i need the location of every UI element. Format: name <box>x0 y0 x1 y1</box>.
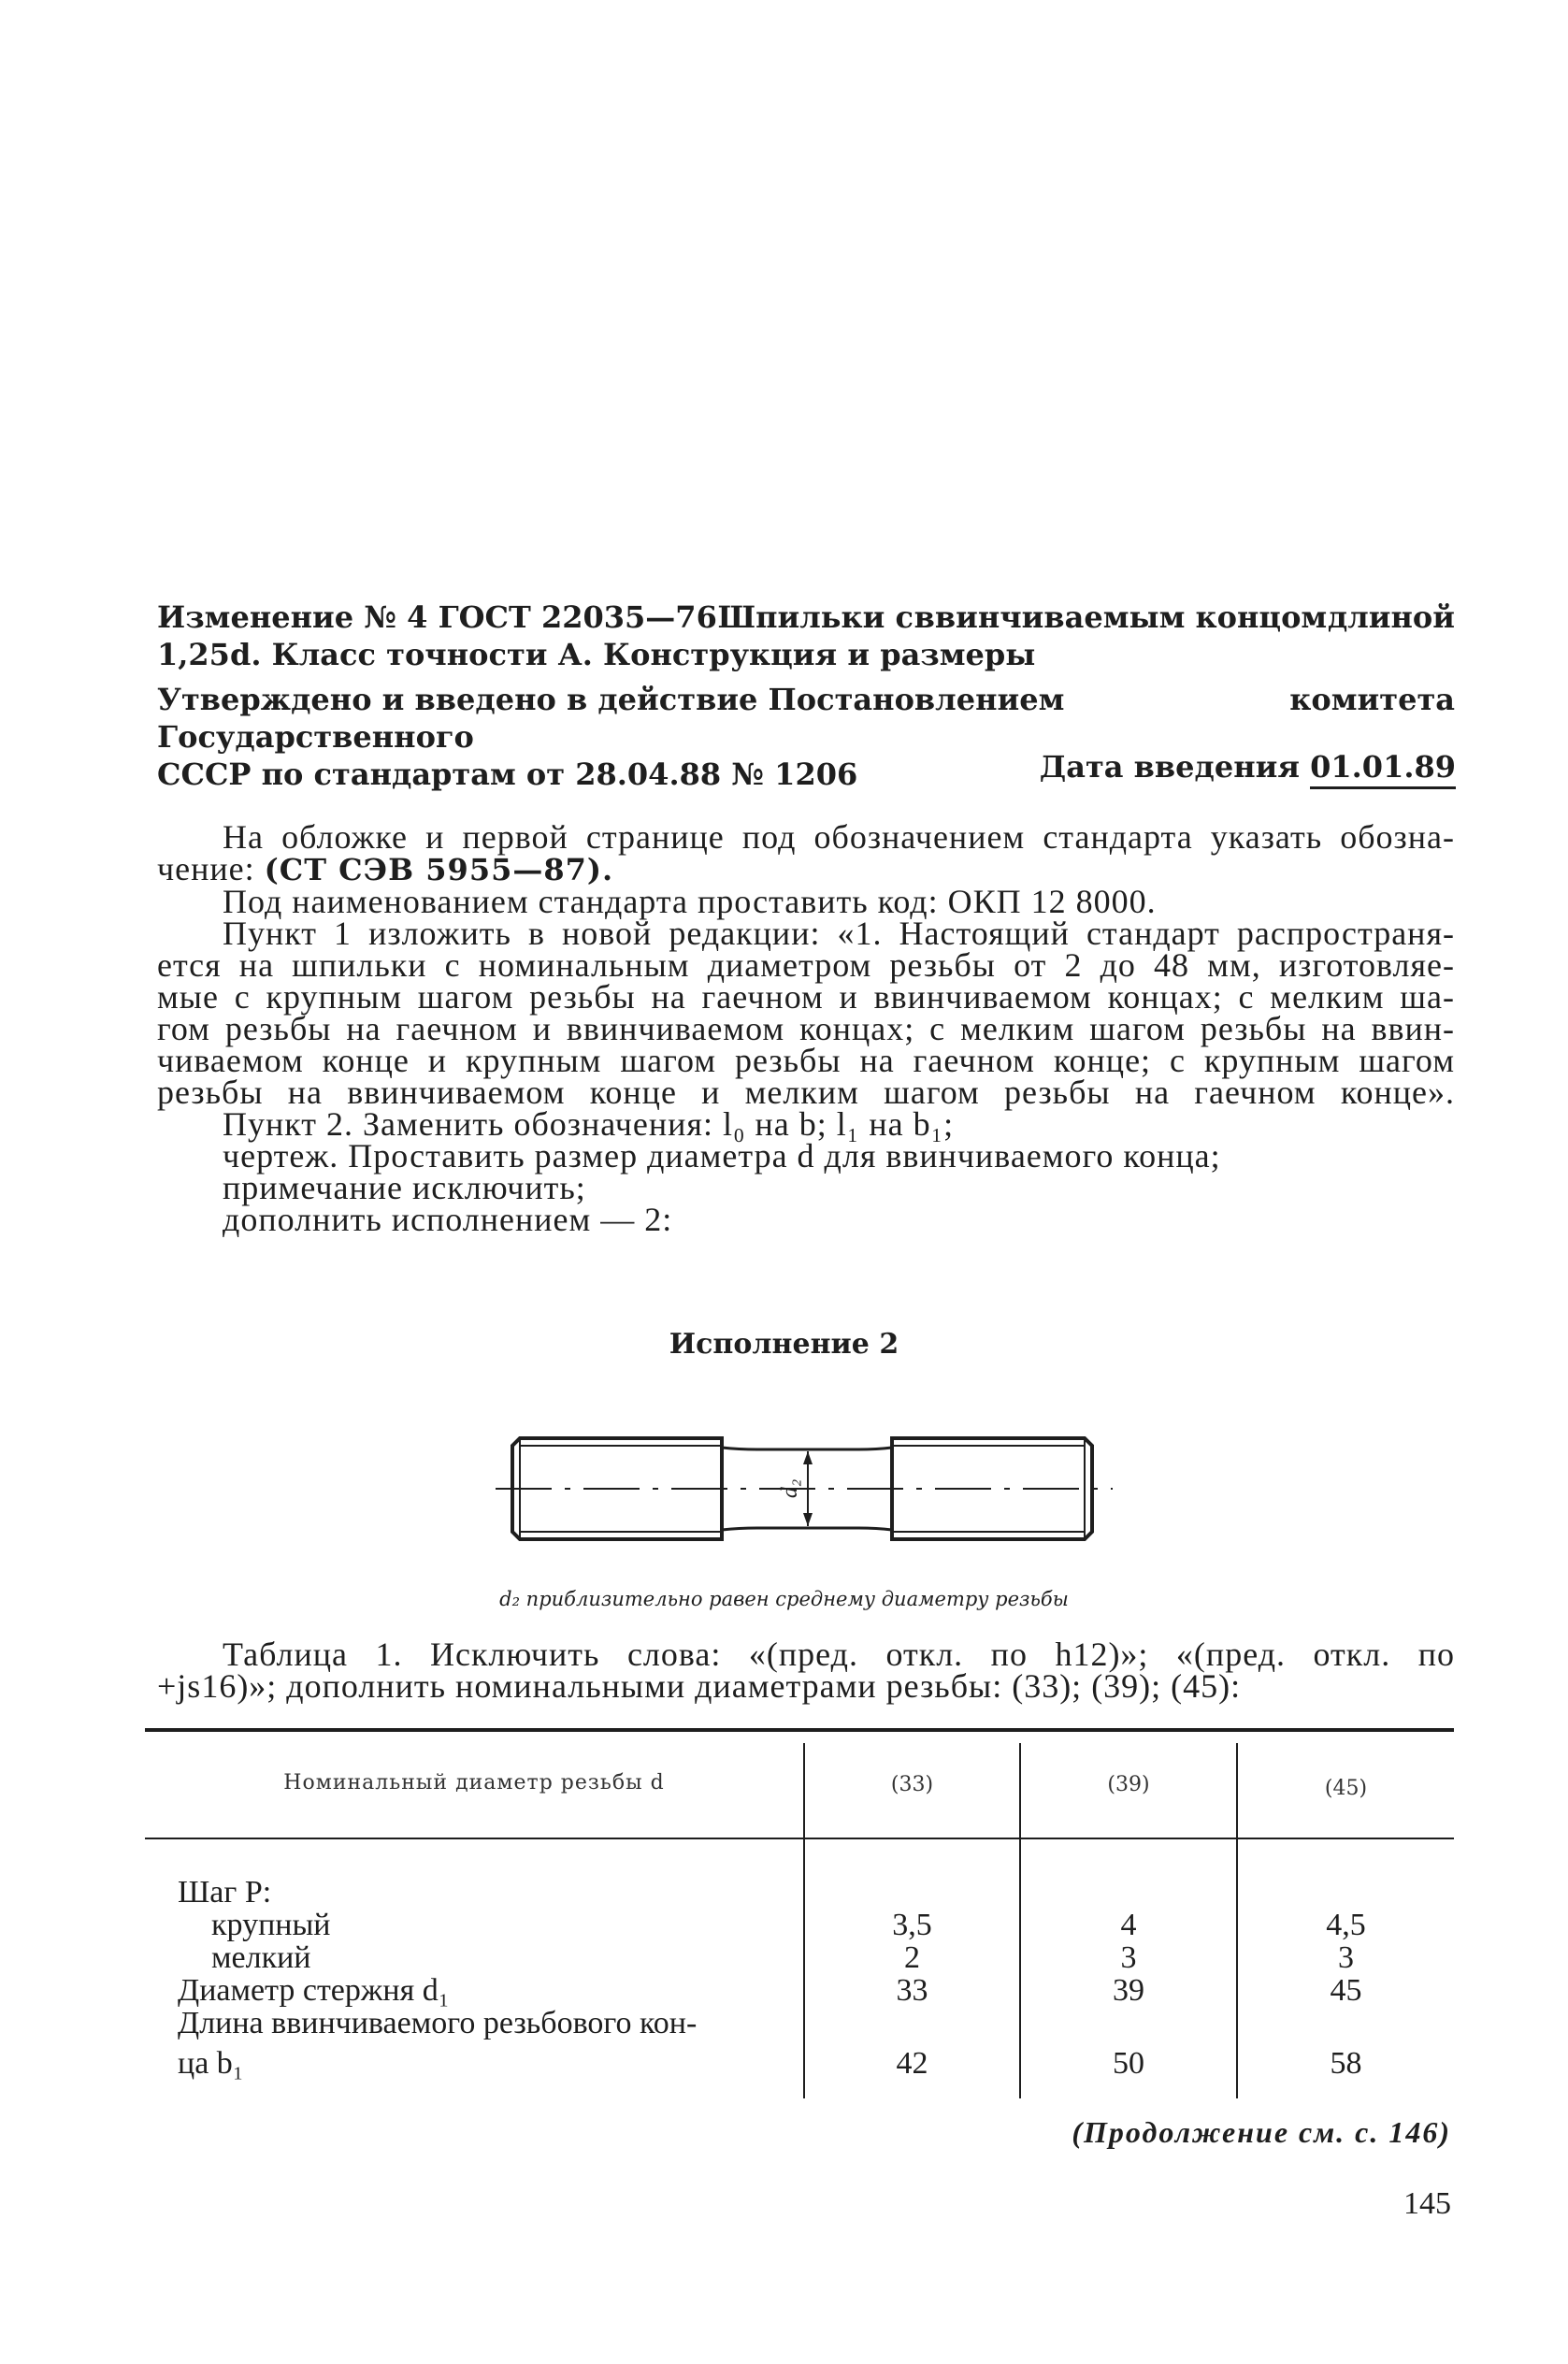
cell-value: 45 <box>1330 1973 1362 2008</box>
approval-line-2: СССР по стандартам от 28.04.88 № 1206 <box>157 757 858 792</box>
para-cover-line2 <box>157 850 1455 887</box>
cell-value: 4 <box>1120 1908 1137 1942</box>
row-label-length-line1: Длина ввинчиваемого резьбового кон- <box>178 2006 698 2040</box>
figure-caption: d₂ приблизительно равен среднему диаметру резьбы <box>499 1588 1069 1610</box>
para-cover-line1: На обложке и первой странице под обозначением стандарта указать обозна- <box>223 818 1455 856</box>
cell-value: 3 <box>1338 1940 1354 1975</box>
para-drawing: чертеж. Проставить размер диаметра d для ввинчиваемого конца; <box>223 1137 1221 1175</box>
date-label: Дата введения <box>1039 749 1300 785</box>
column-values-45 <box>1238 1876 1454 2080</box>
column-header-33: (33) <box>890 1773 934 1796</box>
cell-value <box>805 1876 1019 1909</box>
approval-part-2: комитета <box>1289 682 1455 717</box>
table-intro-line1: Таблица 1. Исключить слова: «(пред. откл. по h12)»; «(пред. откл. по <box>223 1636 1455 1673</box>
cell-value: 33 <box>896 1973 928 2008</box>
st-sev-designation: (СТ СЭВ 5955—87). <box>264 852 614 887</box>
cell-value: 39 <box>1113 1973 1144 2008</box>
para-item1-line2: ется на шпильки с номинальным диаметром резьбы от 2 до 48 мм, изготовляе- <box>157 946 1455 984</box>
cell-value <box>1238 1876 1454 1909</box>
column-header-39: (39) <box>1107 1773 1150 1796</box>
para-note: примечание исключить; <box>223 1169 586 1206</box>
cell-value <box>1238 2007 1454 2040</box>
row-label-shank-diameter: Диаметр стержня d₁ <box>178 1973 450 2008</box>
para-okp-code: Под наименованием стандарта проставить код: ОКП 12 8000. <box>223 883 1157 920</box>
para-item1-line5: чиваемом конце и крупным шагом резьбы на гаечном конце; с крупным шагом <box>157 1042 1455 1079</box>
title-line-2: 1,25d. Класс точности А. Конструкция и размеры <box>157 637 1036 672</box>
cell-value <box>805 2007 1019 2040</box>
para-add-version: дополнить исполнением — 2: <box>223 1201 673 1238</box>
para-item2: Пункт 2. Заменить обозначения: l₀ на b; l₁ на b₁; <box>223 1105 955 1143</box>
cell-value: 2 <box>904 1940 920 1975</box>
d2-arrow-top <box>803 1451 813 1464</box>
approval-part-1: Утверждено и введено в действие Постановлением Государственного <box>157 682 1065 755</box>
stud-drawing <box>486 1421 1122 1562</box>
cell-value: 42 <box>896 2046 928 2081</box>
d2-arrow-bottom <box>803 1513 813 1526</box>
cell-value <box>1021 1876 1236 1909</box>
title-part-2: Шпильки с <box>717 599 913 635</box>
row-label-coarse: крупный <box>211 1908 331 1942</box>
cell-value: 4,5 <box>1326 1908 1366 1942</box>
table-intro-line2: +js16)»; дополнить номинальными диаметрами резьбы: (33); (39); (45): <box>157 1667 1242 1705</box>
para-cover-prefix: чение: <box>157 850 255 887</box>
title-part-4: длиной <box>1327 599 1455 635</box>
row-label-length-line2: ца b₁ <box>178 2046 244 2081</box>
amendment-body <box>157 818 1455 1238</box>
table-header-label: Номинальный диаметр резьбы d <box>283 1771 665 1795</box>
cell-value: 3 <box>1120 1940 1137 1975</box>
cell-value: 3,5 <box>892 1908 932 1942</box>
figure-title: Исполнение 2 <box>669 1328 899 1361</box>
row-label-fine: мелкий <box>211 1940 311 1975</box>
title-part-1: Изменение № 4 ГОСТ 22035—76 <box>157 599 717 635</box>
table-header-rule <box>145 1838 1454 1839</box>
continuation-note: (Продолжение см. с. 146) <box>1072 2115 1451 2149</box>
table-intro <box>157 1636 1455 1705</box>
cell-value <box>1021 2007 1236 2040</box>
d2-label: d₂ <box>778 1478 802 1499</box>
amendment-title <box>157 598 1455 673</box>
para-item1-line1: Пункт 1 изложить в новой редакции: «1. Настоящий стандарт распространя- <box>223 915 1455 952</box>
para-item1-line3: мые с крупным шагом резьбы на гаечном и ввинчиваемом концах; с мелким ша- <box>157 978 1455 1016</box>
title-part-3: ввинчиваемым концом <box>913 599 1328 635</box>
column-values-39 <box>1021 1876 1236 2080</box>
table-1-amendment <box>145 1728 1454 2112</box>
table-top-rule <box>145 1728 1454 1732</box>
column-header-45: (45) <box>1324 1777 1368 1800</box>
effective-date <box>1040 748 1456 786</box>
cell-value: 58 <box>1330 2046 1362 2081</box>
row-label-pitch: Шаг P: <box>178 1875 272 1910</box>
para-item1-line6: резьбы на ввинчиваемом конце и мелким шагом резьбы на гаечном конце». <box>157 1074 1455 1111</box>
page-number: 145 <box>1403 2186 1451 2221</box>
para-item1-line4: гом резьбы на гаечном и ввинчиваемом концах; с мелким шагом резьбы на ввин- <box>157 1010 1455 1047</box>
date-value: 01.01.89 <box>1310 749 1456 789</box>
column-values-33 <box>805 1876 1019 2080</box>
table-row-labels <box>178 1876 799 2080</box>
cell-value: 50 <box>1113 2046 1144 2081</box>
